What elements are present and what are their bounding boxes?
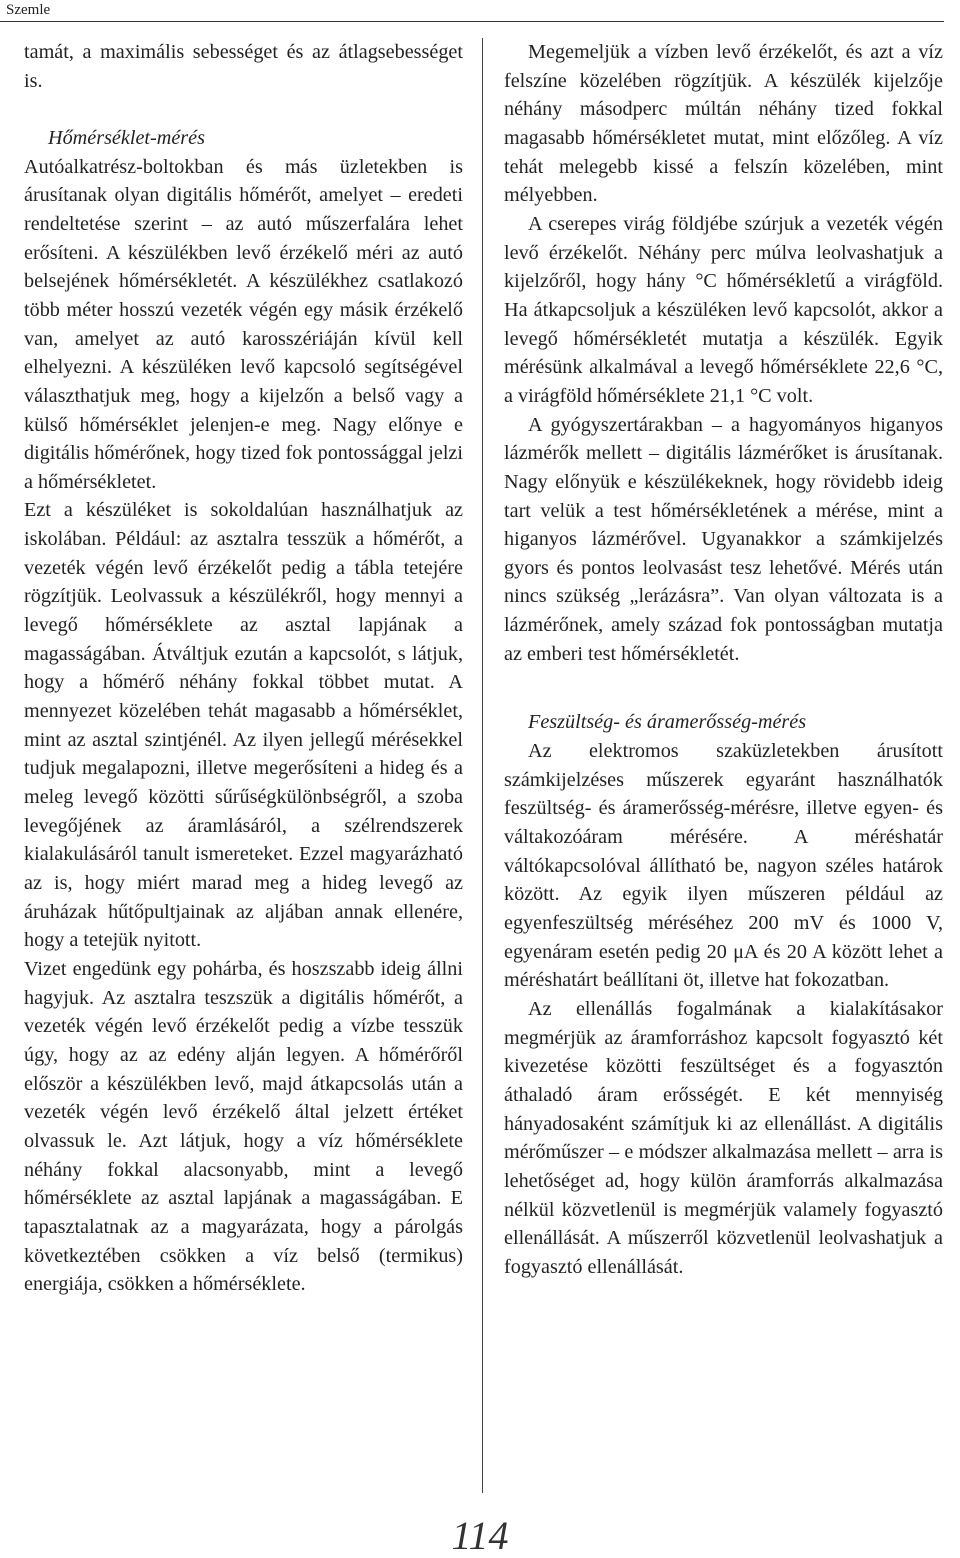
paragraph: Az elektromos szaküzletekben árusított számkijelzéses műszerek egyaránt használhatók feszültség- és áramerősség-mérésre, illetve egyen- és váltakozóáram mérésére. A méréshatár váltókapcsolóval állítható be, nagyon széles határok között. Az egyik ilyen műszeren például az egyenfeszültség méréséhez 200 mV és 1000 V, egyenáram esetén pedig 20 μA és 20 A között lehet a méréshatárt beállítani öt, illetve hat fokozatban.	[504, 740, 943, 992]
paragraph: Vizet engedünk egy pohárba, és hoszszabb ideig állni hagyjuk. Az asztalra teszszük a digitális hőmérőt, a vezeték végén levő érzékelőt pedig a vízbe tesszük úgy, hogy az az edény alján legyen. A hőmérőről először a készülékben levő, majd átkapcsolás után a vezeték végén levő érzékelő által jelzett értéket olvassuk le. Azt látjuk, hogy a víz hőmérséklete néhány fokkal alacsonyabb, mint a levegő hőmérséklete az asztal lapjának a magasságában. E tapasztalatnak az a magyarázata, hogy a párolgás következtében csökken a víz belső (termikus) energiája, csökken a hőmérséklete.	[24, 957, 463, 1296]
header-rule	[0, 21, 944, 22]
section-label: Szemle	[6, 2, 51, 18]
column-divider	[482, 38, 483, 1493]
left-column	[24, 38, 463, 1299]
paragraph: Ezt a készüléket is sokoldalúan használhatjuk az iskolában. Például: az asztalra tesszük a hőmérőt, a vezeték végén levő érzékelőt pedig a tábla tetejére rögzítjük. Leolvassuk a készülékről, hogy mennyi a levegő hőmérséklete az asztal lapjának a magasságában. Átváltjuk ezután a kapcsolót, s látjuk, hogy a hőmérő néhány fokkal többet mutat. A mennyezet közelében tehát magasabb a hőmérséklet, mint az asztal szintjénél. Az ilyen jellegű mérésekkel tudjuk megalapozni, illetve megerősíteni a hideg és a meleg levegő közötti sűrűségkülönbségről, a szoba levegőjének az áramlásáról, a szélrendszerek kialakulásáról tanult ismereteket. Ezzel magyarázható az is, hogy miért marad meg a hideg levegő az áruházak hűtőpultjainak az aljában annak ellenére, hogy a tetejük nyitott.	[24, 499, 463, 952]
paragraph: tamát, a maximális sebességet és az átlagsebességet is.	[24, 41, 463, 92]
page-number: 114	[451, 1513, 509, 1558]
spacer	[504, 668, 943, 708]
running-header	[0, 0, 960, 22]
spacer	[24, 95, 463, 124]
section-heading: Hőmérséklet-mérés	[48, 126, 205, 149]
paragraph: A cserepes virág földjébe szúrjuk a vezeték végén levő érzékelőt. Néhány perc múlva leolvashatjuk a kijelzőről, hogy hány °C hőmérsékletű a virágföld. Ha átkapcsoljuk a készüléken levő kapcsolót, akkor a levegő hőmérsékletét mutatja a készülék. Egyik mérésünk alkalmával a levegő hőmérséklete 22,6 °C, a virágföld hőmérséklete 21,1 °C volt.	[504, 212, 943, 407]
paragraph: Az ellenállás fogalmának a kialakításakor megmérjük az áramforráshoz kapcsolt fogyasztó két kivezetése közötti feszültséget és a fogyasztón áthaladó áram erősségét. E két mennyiség hányadosaként számítjuk ki az ellenállást. A digitális mérőműszer – e módszer alkalmazása mellett – arra is lehetőséget ad, hogy külön áramforrás alkalmazása nélkül közvetlenül is megmérjük valamely fogyasztó ellenállását. A műszerről közvetlenül leolvashatjuk a fogyasztó ellenállását.	[504, 998, 943, 1278]
paragraph: A gyógyszertárakban – a hagyományos higanyos lázmérők mellett – digitális lázmérőket is árusítanak. Nagy előnyük e készülékeknek, hogy rövidebb ideig tart velük a test hőmérsékletének a mérése, mint a higanyos lázmérővel. Ugyanakkor a számkijelzés gyors és pontos leolvasást tesz lehetővé. Mérés után nincs szükség „lerázásra”. Van olyan változata is a lázmérőnek, amely század fok pontosságban mutatja az emberi test hőmérsékletét.	[504, 413, 943, 665]
right-column	[504, 38, 943, 1282]
paragraph: Autóalkatrész-boltokban és más üzletekben is árusítanak olyan digitális hőmérőt, amelyet – eredeti rendeltetése szerint – az autó műszerfalára lehet erősíteni. A készülékben levő érzékelő méri az autó belsejének hőmérsékletét. A készülékhez csatlakozó több méter hosszú vezeték végén egy másik érzékelő van, amelyet az autó karosszériáján kívül kell elhelyezni. A készüléken levő kapcsoló segítségével választhatjuk meg, hogy a kijelzőn a belső vagy a külső hőmérséklet jelenjen-e meg. Nagy előnye e digitális hőmérőnek, hogy tized fok pontossággal jelzi a hőmérsékletet.	[24, 155, 463, 493]
section-heading: Feszültség- és áramerősség-mérés	[528, 711, 807, 734]
paragraph: Megemeljük a vízben levő érzékelőt, és azt a víz felszíne közelében rögzítjük. A készülék kijelzője néhány másodperc múltán néhány tized fokkal magasabb hőmérsékletet mutat, mint előzőleg. A víz tehát melegebb kissé a felszín közelében, mint mélyebben.	[504, 41, 943, 207]
